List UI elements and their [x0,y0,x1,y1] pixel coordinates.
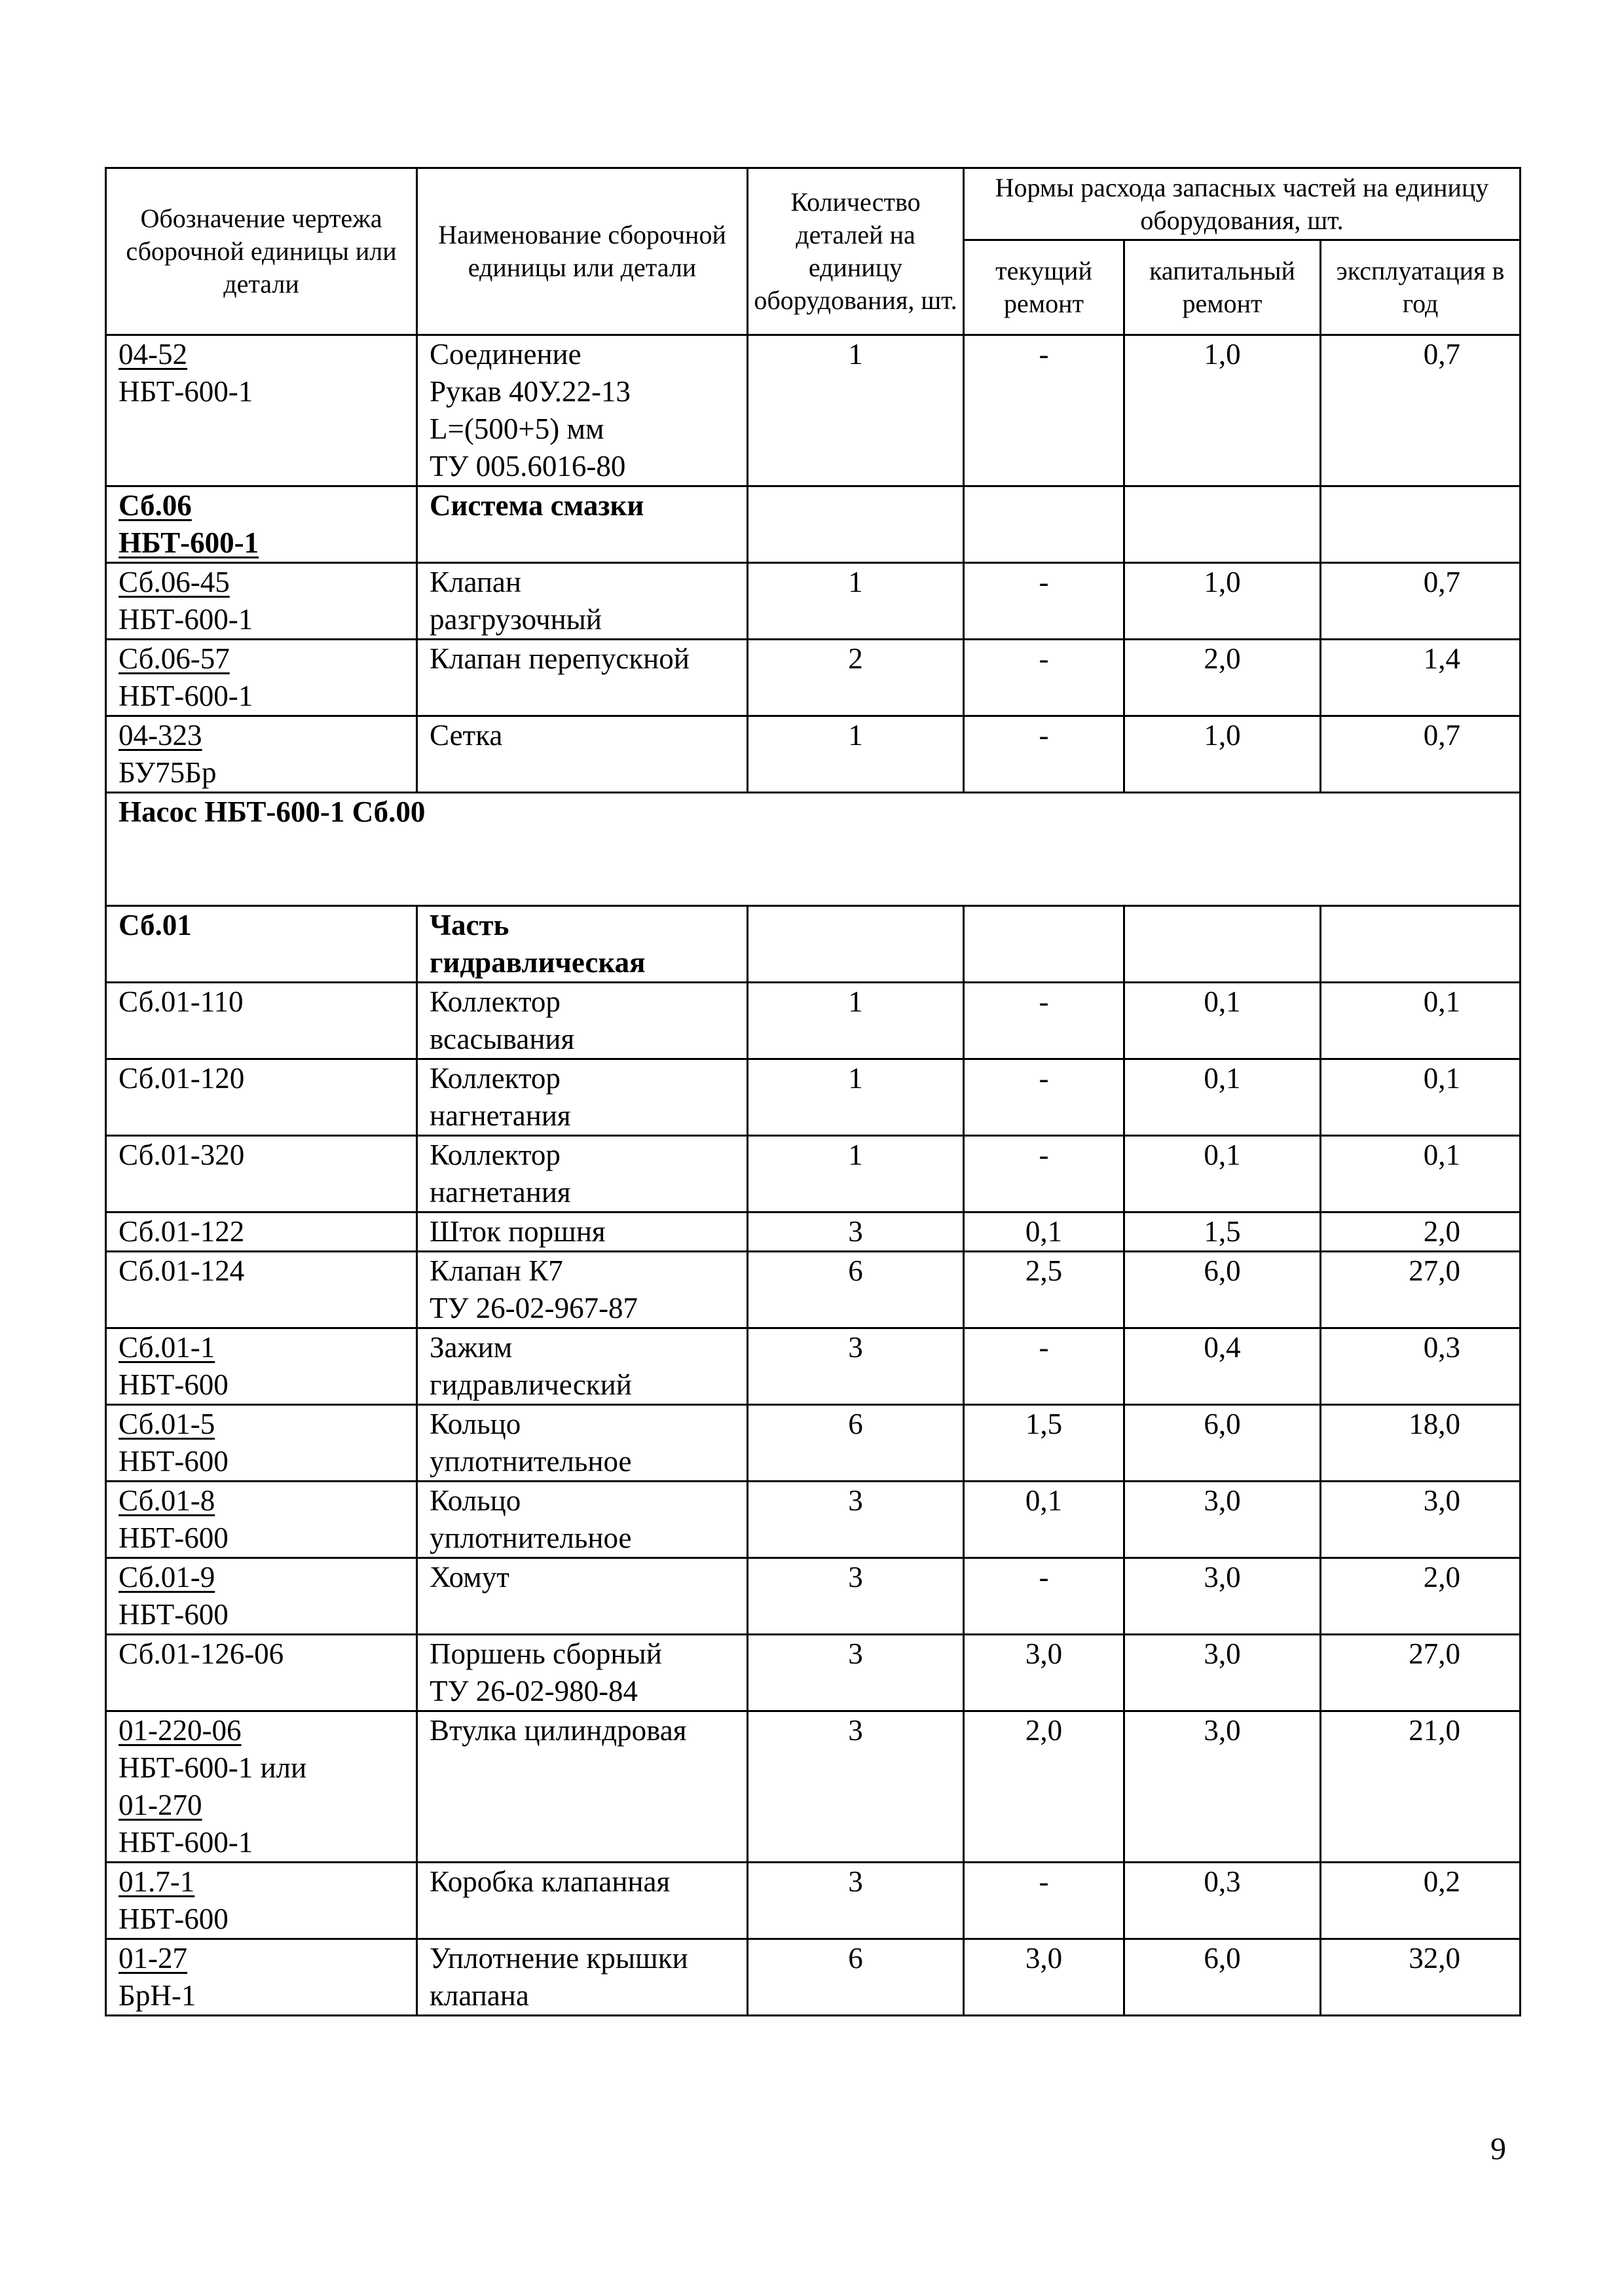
cell-operation [1321,906,1521,983]
cell-operation: 0,2 [1321,1863,1521,1939]
cell-drawing-code [106,1212,417,1252]
part-name-line: Шток поршня [430,1215,606,1248]
cell-part-name [417,1328,748,1405]
table-row [106,1863,1521,1939]
cell-capital-repair: 3,0 [1124,1711,1321,1863]
part-name-line: Коллектор [430,1139,561,1171]
part-name-line: ТУ 26-02-967-87 [430,1292,638,1324]
cell-current-repair: 0,1 [964,1482,1124,1558]
cell-current-repair [964,906,1124,983]
cell-operation: 3,0 [1321,1482,1521,1558]
cell-current-repair: 0,1 [964,1212,1124,1252]
part-name-line: Коробка клапанная [430,1865,671,1898]
cell-quantity: 3 [748,1863,964,1939]
drawing-code-line: НБТ-600-1 [119,1826,253,1859]
cell-drawing-code [106,640,417,716]
part-name-line: Кольцо [430,1484,521,1517]
cell-operation: 18,0 [1321,1405,1521,1482]
cell-current-repair: 3,0 [964,1635,1124,1711]
cell-capital-repair: 1,5 [1124,1212,1321,1252]
table-row [106,563,1521,640]
page-number: 9 [1490,2132,1506,2166]
cell-capital-repair [1124,486,1321,563]
cell-current-repair [964,486,1124,563]
cell-capital-repair: 3,0 [1124,1635,1321,1711]
drawing-code-line: Сб.01-5 [119,1408,215,1440]
table-row [106,983,1521,1059]
cell-current-repair: - [964,1328,1124,1405]
part-name-line: Втулка цилиндровая [430,1714,687,1747]
part-name-line: нагнетания [430,1099,571,1132]
cell-operation: 21,0 [1321,1711,1521,1863]
cell-quantity: 3 [748,1635,964,1711]
table-row [106,1939,1521,2016]
header-current-repair: текущий ремонт [964,240,1124,335]
part-name-line: Зажим [430,1331,513,1364]
cell-capital-repair: 6,0 [1124,1939,1321,2016]
part-name-line: Поршень сборный [430,1637,662,1670]
cell-part-name [417,1863,748,1939]
part-name-line: Сетка [430,719,503,752]
drawing-code-line: НБТ-600 [119,1598,229,1631]
cell-capital-repair: 0,4 [1124,1328,1321,1405]
cell-operation [1321,486,1521,563]
cell-part-name [417,1635,748,1711]
cell-part-name [417,983,748,1059]
table-header [106,168,1521,335]
cell-current-repair: - [964,1059,1124,1136]
drawing-code-line: НБТ-600-1 [119,680,253,712]
cell-quantity: 3 [748,1328,964,1405]
drawing-code-line: Сб.06-57 [119,642,230,675]
header-quantity: Количество деталей на единицу оборудования, шт. [748,168,964,335]
cell-quantity: 1 [748,335,964,486]
drawing-code-line: Сб.01-110 [119,985,244,1018]
cell-drawing-code [106,1059,417,1136]
part-name-line: Часть [430,909,509,941]
part-name-line: Соединение [430,338,581,371]
cell-part-name [417,1711,748,1863]
cell-current-repair: - [964,716,1124,793]
cell-capital-repair: 2,0 [1124,640,1321,716]
cell-quantity: 3 [748,1711,964,1863]
drawing-code-line: 01-220-06 [119,1714,242,1747]
cell-current-repair: - [964,1136,1124,1212]
cell-current-repair: - [964,563,1124,640]
drawing-code-line: Сб.01-122 [119,1215,245,1248]
cell-part-name [417,1939,748,2016]
cell-capital-repair: 0,1 [1124,983,1321,1059]
cell-current-repair: 3,0 [964,1939,1124,2016]
part-name-line: Рукав 40У.22-13 [430,375,631,408]
header-capital-repair: капитальный ремонт [1124,240,1321,335]
cell-capital-repair: 6,0 [1124,1252,1321,1328]
part-name-line: Уплотнение крышки [430,1942,688,1975]
cell-part-name [417,335,748,486]
cell-part-name [417,563,748,640]
cell-current-repair: - [964,1558,1124,1635]
cell-operation: 27,0 [1321,1252,1521,1328]
drawing-code-line: НБТ-600-1 [119,603,253,636]
cell-capital-repair: 1,0 [1124,716,1321,793]
cell-quantity: 1 [748,716,964,793]
cell-current-repair: - [964,335,1124,486]
cell-quantity: 6 [748,1405,964,1482]
drawing-code-line: Сб.01-124 [119,1254,245,1287]
cell-quantity: 3 [748,1212,964,1252]
table-row [106,1328,1521,1405]
drawing-code-line: Сб.01-8 [119,1484,215,1517]
part-name-line: L=(500+5) мм [430,412,604,445]
cell-drawing-code [106,1136,417,1212]
cell-drawing-code [106,1635,417,1711]
cell-operation: 27,0 [1321,1635,1521,1711]
spare-parts-table [105,167,1521,2016]
cell-part-name [417,1405,748,1482]
drawing-code-line: Сб.01 [119,909,192,941]
cell-drawing-code [106,1252,417,1328]
drawing-code-line: 01-270 [119,1789,202,1821]
cell-drawing-code [106,1939,417,2016]
part-name-line: Хомут [430,1561,509,1594]
cell-drawing-code [106,1405,417,1482]
cell-part-name [417,1136,748,1212]
cell-quantity: 6 [748,1252,964,1328]
part-name-line: Система смазки [430,489,644,522]
part-name-line: Коллектор [430,985,561,1018]
cell-drawing-code [106,906,417,983]
cell-capital-repair [1124,906,1321,983]
drawing-code-line: БрН-1 [119,1979,196,2012]
cell-operation: 0,1 [1321,1059,1521,1136]
part-name-line: гидравлическая [430,946,646,979]
cell-operation: 0,1 [1321,983,1521,1059]
drawing-code-line: Сб.01-126-06 [119,1637,284,1670]
part-name-line: уплотнительное [430,1445,632,1478]
cell-capital-repair: 3,0 [1124,1558,1321,1635]
table-row [106,1136,1521,1212]
part-name-line: всасывания [430,1023,575,1055]
table-row [106,716,1521,793]
drawing-code-line: 04-323 [119,719,202,752]
cell-capital-repair: 0,3 [1124,1863,1321,1939]
cell-quantity: 1 [748,563,964,640]
drawing-code-line: Сб.01-320 [119,1139,245,1171]
cell-part-name [417,1212,748,1252]
cell-operation: 0,7 [1321,563,1521,640]
part-name-line: ТУ 005.6016-80 [430,450,626,483]
cell-operation: 0,7 [1321,716,1521,793]
cell-quantity: 1 [748,1059,964,1136]
table-row [106,1059,1521,1136]
cell-part-name [417,1558,748,1635]
cell-drawing-code [106,1482,417,1558]
drawing-code-line: НБТ-600 [119,1522,229,1554]
cell-part-name [417,1059,748,1136]
cell-quantity [748,906,964,983]
cell-drawing-code [106,563,417,640]
part-name-line: Коллектор [430,1062,561,1095]
table-row [106,335,1521,486]
drawing-code-line: НБТ-600-1 или [119,1751,307,1784]
section-title: Насос НБТ-600-1 Сб.00 [106,793,1521,906]
part-name-line: Кольцо [430,1408,521,1440]
drawing-code-line: Сб.06 [119,489,192,522]
cell-drawing-code [106,1558,417,1635]
cell-current-repair: - [964,983,1124,1059]
cell-drawing-code [106,716,417,793]
table-section [106,793,1521,906]
drawing-code-line: Сб.01-9 [119,1561,215,1594]
table-body-hydraulic [106,906,1521,2016]
cell-quantity: 1 [748,1136,964,1212]
drawing-code-line: 04-52 [119,338,187,371]
header-drawing: Обозначение чертежа сборочной единицы или детали [106,168,417,335]
cell-part-name [417,1482,748,1558]
cell-capital-repair: 0,1 [1124,1136,1321,1212]
cell-capital-repair: 1,0 [1124,335,1321,486]
header-operation: эксплуатация в год [1321,240,1521,335]
table-row [106,1558,1521,1635]
cell-capital-repair: 1,0 [1124,563,1321,640]
part-name-line: гидравлический [430,1368,632,1401]
cell-quantity: 3 [748,1482,964,1558]
cell-current-repair: - [964,640,1124,716]
cell-drawing-code [106,983,417,1059]
cell-capital-repair: 6,0 [1124,1405,1321,1482]
table-row [106,486,1521,563]
cell-quantity [748,486,964,563]
part-name-line: ТУ 26-02-980-84 [430,1675,638,1707]
drawing-code-line: 01-27 [119,1942,187,1975]
table-body-lubrication [106,335,1521,793]
cell-part-name [417,716,748,793]
cell-operation: 2,0 [1321,1558,1521,1635]
cell-quantity: 2 [748,640,964,716]
drawing-code-line: 01.7-1 [119,1865,195,1898]
cell-quantity: 6 [748,1939,964,2016]
part-name-line: клапана [430,1979,529,2012]
document-sheet [105,167,1519,2016]
drawing-code-line: Сб.01-120 [119,1062,245,1095]
drawing-code-line: НБТ-600-1 [119,526,259,559]
cell-capital-repair: 0,1 [1124,1059,1321,1136]
table-row [106,640,1521,716]
part-name-line: Клапан перепускной [430,642,690,675]
cell-drawing-code [106,1711,417,1863]
cell-operation: 0,1 [1321,1136,1521,1212]
drawing-code-line: НБТ-600-1 [119,375,253,408]
cell-operation: 2,0 [1321,1212,1521,1252]
part-name-line: нагнетания [430,1176,571,1209]
table-row [106,906,1521,983]
part-name-line: уплотнительное [430,1522,632,1554]
cell-operation: 1,4 [1321,640,1521,716]
table-row [106,1711,1521,1863]
header-name: Наименование сборочной единицы или детали [417,168,748,335]
cell-drawing-code [106,335,417,486]
cell-drawing-code [106,486,417,563]
cell-operation: 0,3 [1321,1328,1521,1405]
cell-operation: 0,7 [1321,335,1521,486]
cell-part-name [417,906,748,983]
cell-part-name [417,640,748,716]
part-name-line: Клапан [430,566,521,598]
table-row [106,1212,1521,1252]
cell-current-repair: 2,0 [964,1711,1124,1863]
drawing-code-line: НБТ-600 [119,1368,229,1401]
cell-current-repair: - [964,1863,1124,1939]
table-row [106,1635,1521,1711]
drawing-code-line: БУ75Бр [119,756,217,789]
cell-quantity: 1 [748,983,964,1059]
part-name-line: Клапан К7 [430,1254,563,1287]
part-name-line: разгрузочный [430,603,602,636]
cell-current-repair: 1,5 [964,1405,1124,1482]
drawing-code-line: Сб.01-1 [119,1331,215,1364]
drawing-code-line: НБТ-600 [119,1903,229,1935]
table-row [106,1482,1521,1558]
header-norms: Нормы расхода запасных частей на единицу оборудования, шт. [964,168,1521,240]
cell-capital-repair: 3,0 [1124,1482,1321,1558]
cell-part-name [417,1252,748,1328]
cell-current-repair: 2,5 [964,1252,1124,1328]
cell-quantity: 3 [748,1558,964,1635]
cell-operation: 32,0 [1321,1939,1521,2016]
cell-drawing-code [106,1863,417,1939]
table-row [106,1405,1521,1482]
drawing-code-line: Сб.06-45 [119,566,230,598]
cell-part-name [417,486,748,563]
drawing-code-line: НБТ-600 [119,1445,229,1478]
table-row [106,1252,1521,1328]
cell-drawing-code [106,1328,417,1405]
